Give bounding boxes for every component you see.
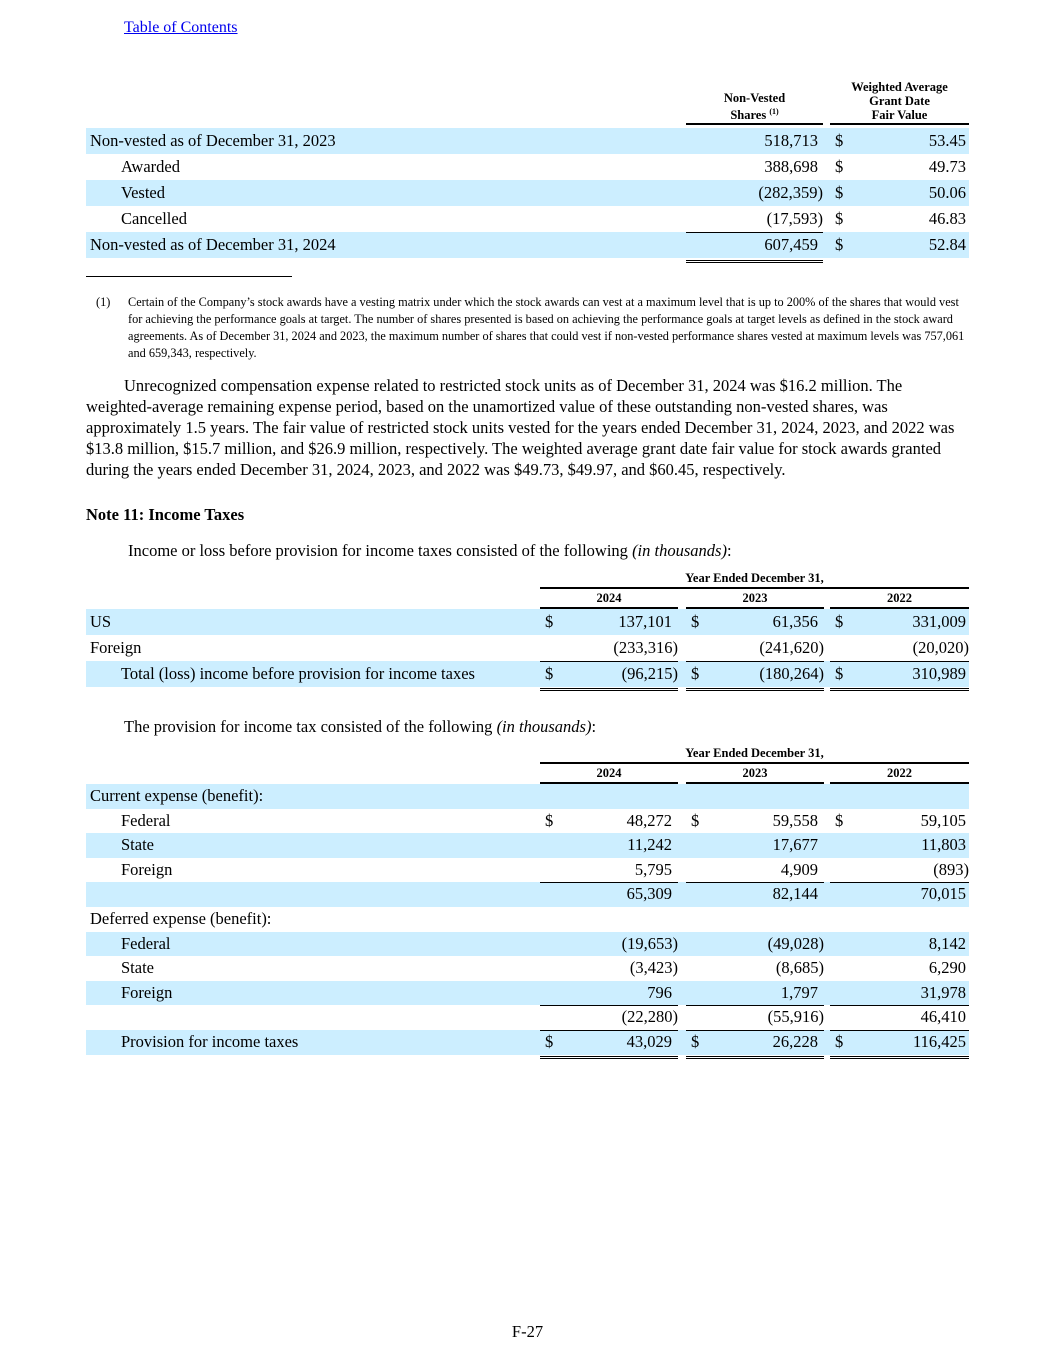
note-11-title: Note 11: Income Taxes	[86, 505, 245, 524]
table-row: Federal $ 48,272 $ 59,558 $ 59,105	[121, 810, 966, 830]
table-row: Federal (19,653) (49,028) 8,142	[86, 932, 969, 957]
income-tax-provision-table	[86, 746, 969, 1055]
table-row: US $ 137,101 $ 61,356 $ 331,009	[86, 609, 969, 635]
table-row: Cancelled (17,593) $ 46.83	[121, 209, 966, 228]
table-row-subtotal: (22,280) (55,916) 46,410	[86, 1005, 969, 1030]
section-header-current: Current expense (benefit):	[86, 784, 969, 809]
nonvested-shares-table	[86, 76, 969, 258]
table-row: Foreign 5,795 4,909 (893)	[121, 859, 969, 879]
footnote-divider	[86, 276, 292, 277]
table-row: State 11,242 17,677 11,803	[86, 833, 969, 858]
rsu-expense-paragraph: Unrecognized compensation expense related to restricted stock units as of December 31, 2024 was $16.2 million. The weighted-average remaining expense period, based on the unamortized value of these outstanding non-vested shares, was approximately 1.5 years. The fair value of restricted stock units vested for the years ended December 31, 2024, 2023, and 2022 was $13.8 million, $15.7 million, and $26.9 million, respectively. The weighted average grant date fair value for stock awards granted during the years ended December 31, 2024, 2023, and 2022 was $49.73, $49.97, and $60.45, respectively.	[86, 376, 955, 479]
table-row: Foreign (233,316) (241,620) (20,020)	[90, 638, 969, 657]
table-row: State (3,423) (8,685) 6,290	[121, 958, 966, 978]
income-table-intro: Income or loss before provision for income taxes consisted of the following (in thousands):	[128, 541, 732, 560]
footnote-ref: (1)	[769, 106, 779, 116]
table-row: Awarded 388,698 $ 49.73	[121, 157, 966, 176]
table-row-subtotal: 65,309 82,144 70,015	[86, 882, 969, 907]
footnote: (1) Certain of the Company’s stock awards have a vesting matrix under which the stock awards can vest at a maximum level that is up to 200% of the shares that would vest for achieving the performance goals at target. The number of shares presented is based on achieving the performance goals at target levels as defined in the stock award agreements. As of December 31, 2024 and 2023, the maximum number of shares that could vest if non-vested performance shares vested at maximum levels was 757,061 and 659,343, respectively.	[96, 295, 965, 360]
table-header: Year Ended December 31, 2024 2023 2022	[86, 746, 969, 784]
income-before-taxes-table	[86, 571, 969, 687]
table-of-contents-link[interactable]: Table of Contents	[124, 19, 238, 36]
table-row: Vested (282,359) $ 50.06	[86, 180, 969, 206]
table-row: Non-vested as of December 31, 2023 518,713 $ 53.45	[86, 128, 969, 154]
table-header: Year Ended December 31, 2024 2023 2022	[86, 571, 969, 609]
table-row: Foreign 796 1,797 31,978	[86, 981, 969, 1006]
double-underline-rule	[686, 260, 823, 263]
col-header-nonvested-shares: Non-Vested Shares $^{(1)}$	[686, 91, 823, 122]
table-row-total: Provision for income taxes $ 43,029 $ 26,228 $ 116,425	[86, 1030, 969, 1055]
table-row-total: Non-vested as of December 31, 2024 607,459 $ 52.84	[86, 232, 969, 258]
table-row-total: Total (loss) income before provision for income taxes $ (96,215) $ (180,264) $ 310,989	[86, 661, 969, 687]
col-header-weighted-average: Weighted Average Grant Date Fair Value	[830, 80, 969, 122]
section-header-deferred: Deferred expense (benefit):	[90, 908, 272, 928]
provision-table-intro: The provision for income tax consisted of the following (in thousands):	[124, 717, 597, 736]
table-header	[86, 76, 969, 124]
page-number: F-27	[511, 1322, 544, 1341]
